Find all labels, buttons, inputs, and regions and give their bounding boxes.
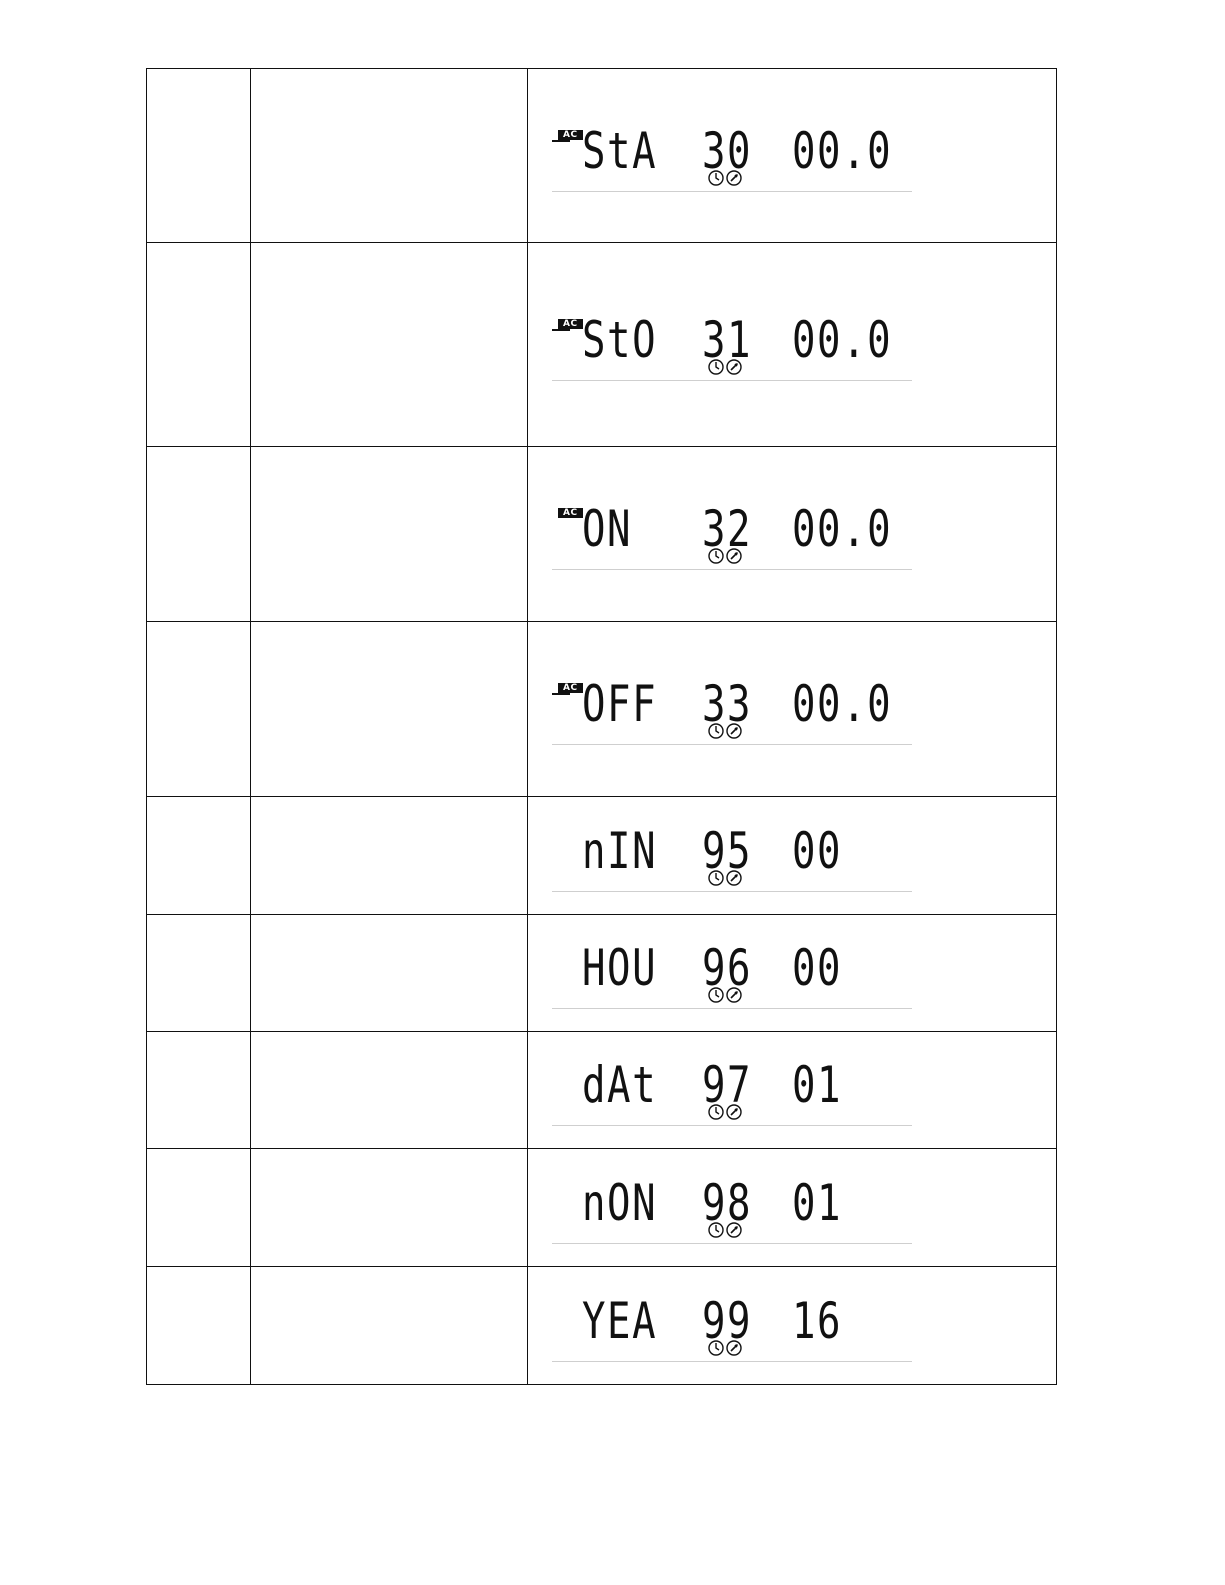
row-description-cell (251, 69, 528, 243)
lcd-display-cell (528, 1149, 1057, 1267)
lcd-program-code: 33 (702, 675, 753, 733)
clock-icon (708, 170, 724, 186)
clock-icon (708, 1340, 724, 1356)
lcd-program-code: 32 (702, 500, 753, 558)
lcd-display-cell (528, 1267, 1057, 1385)
row-number-cell (147, 1032, 251, 1149)
lcd-display-cell (528, 915, 1057, 1032)
lcd-setting-name: YEA (582, 1291, 658, 1350)
lcd-baseline (552, 744, 912, 745)
lcd-status-icons (708, 723, 742, 739)
table-row (147, 797, 1057, 915)
lcd-display (552, 1056, 912, 1120)
lcd-program-code: 98 (702, 1173, 753, 1232)
lcd-program-code: 99 (702, 1291, 753, 1350)
lcd-baseline (552, 569, 912, 570)
row-description-cell (251, 1149, 528, 1267)
wrench-icon (726, 170, 742, 186)
lcd-program-code: 97 (702, 1056, 753, 1114)
lcd-baseline (552, 191, 912, 192)
clock-icon (708, 1104, 724, 1120)
lcd-display (552, 500, 912, 564)
lcd-baseline (552, 1125, 912, 1126)
table-row (147, 622, 1057, 797)
lcd-baseline (552, 1243, 912, 1244)
ac-indicator-dash (552, 693, 570, 695)
ac-indicator-dash (552, 329, 570, 331)
lcd-setting-value: 16 (792, 1291, 843, 1350)
lcd-status-icons (708, 170, 742, 186)
lcd-setting-name: nIN (582, 821, 658, 880)
lcd-program-code: 96 (702, 939, 753, 997)
lcd-setting-name: StA (582, 121, 658, 180)
wrench-icon (726, 1222, 742, 1238)
ac-indicator: AC (558, 130, 583, 140)
lcd-display-cell (528, 1032, 1057, 1149)
clock-icon (708, 359, 724, 375)
row-number-cell (147, 243, 251, 447)
table-row (147, 1032, 1057, 1149)
row-description-cell (251, 1032, 528, 1149)
lcd-display-cell (528, 243, 1057, 447)
ac-indicator: AC (558, 508, 583, 518)
lcd-display-cell (528, 797, 1057, 915)
lcd-baseline (552, 891, 912, 892)
lcd-setting-value: 00.0 (792, 675, 893, 733)
wrench-icon (726, 1104, 742, 1120)
row-description-cell (251, 1267, 528, 1385)
ac-indicator: AC (558, 319, 583, 329)
row-description-cell (251, 243, 528, 447)
lcd-program-code: 30 (702, 121, 753, 180)
row-number-cell (147, 915, 251, 1032)
lcd-display (552, 1173, 912, 1238)
row-number-cell (147, 1267, 251, 1385)
row-description-cell (251, 447, 528, 622)
lcd-setting-name: HOU (582, 939, 658, 997)
row-description-cell (251, 915, 528, 1032)
table-row (147, 243, 1057, 447)
lcd-display-cell (528, 622, 1057, 797)
lcd-display (552, 821, 912, 886)
lcd-setting-name: ON (582, 500, 633, 558)
lcd-status-icons (708, 548, 742, 564)
lcd-setting-value: 01 (792, 1056, 843, 1114)
wrench-icon (726, 1340, 742, 1356)
lcd-display (552, 1291, 912, 1356)
lcd-status-icons (708, 1340, 742, 1356)
row-number-cell (147, 797, 251, 915)
table-row (147, 1267, 1057, 1385)
table-row (147, 69, 1057, 243)
ac-indicator: AC (558, 683, 583, 693)
lcd-status-icons (708, 359, 742, 375)
lcd-display (552, 939, 912, 1003)
table-row (147, 915, 1057, 1032)
wrench-icon (726, 870, 742, 886)
lcd-baseline (552, 380, 912, 381)
clock-icon (708, 723, 724, 739)
wrench-icon (726, 359, 742, 375)
row-number-cell (147, 69, 251, 243)
table-row (147, 1149, 1057, 1267)
lcd-display-cell (528, 447, 1057, 622)
lcd-setting-name: nON (582, 1173, 658, 1232)
wrench-icon (726, 723, 742, 739)
lcd-status-icons (708, 870, 742, 886)
lcd-status-icons (708, 1222, 742, 1238)
wrench-icon (726, 548, 742, 564)
lcd-setting-value: 01 (792, 1173, 843, 1232)
ac-indicator-dash (552, 140, 570, 142)
lcd-setting-name: OFF (582, 675, 658, 733)
row-description-cell (251, 622, 528, 797)
lcd-status-icons (708, 1104, 742, 1120)
row-number-cell (147, 622, 251, 797)
clock-icon (708, 870, 724, 886)
table-row (147, 447, 1057, 622)
lcd-setting-value: 00.0 (792, 310, 893, 369)
lcd-display (552, 121, 912, 186)
lcd-program-code: 95 (702, 821, 753, 880)
row-number-cell (147, 447, 251, 622)
lcd-baseline (552, 1361, 912, 1362)
row-number-cell (147, 1149, 251, 1267)
lcd-program-code: 31 (702, 310, 753, 369)
lcd-setting-value: 00.0 (792, 500, 893, 558)
settings-table (146, 68, 1057, 1385)
clock-icon (708, 548, 724, 564)
wrench-icon (726, 987, 742, 1003)
lcd-setting-name: dAt (582, 1056, 658, 1114)
lcd-baseline (552, 1008, 912, 1009)
lcd-display (552, 675, 912, 739)
lcd-display (552, 310, 912, 375)
lcd-display-cell (528, 69, 1057, 243)
lcd-setting-name: StO (582, 310, 658, 369)
row-description-cell (251, 797, 528, 915)
clock-icon (708, 987, 724, 1003)
clock-icon (708, 1222, 724, 1238)
lcd-setting-value: 00 (792, 939, 843, 997)
lcd-setting-value: 00.0 (792, 121, 893, 180)
lcd-status-icons (708, 987, 742, 1003)
lcd-setting-value: 00 (792, 821, 843, 880)
